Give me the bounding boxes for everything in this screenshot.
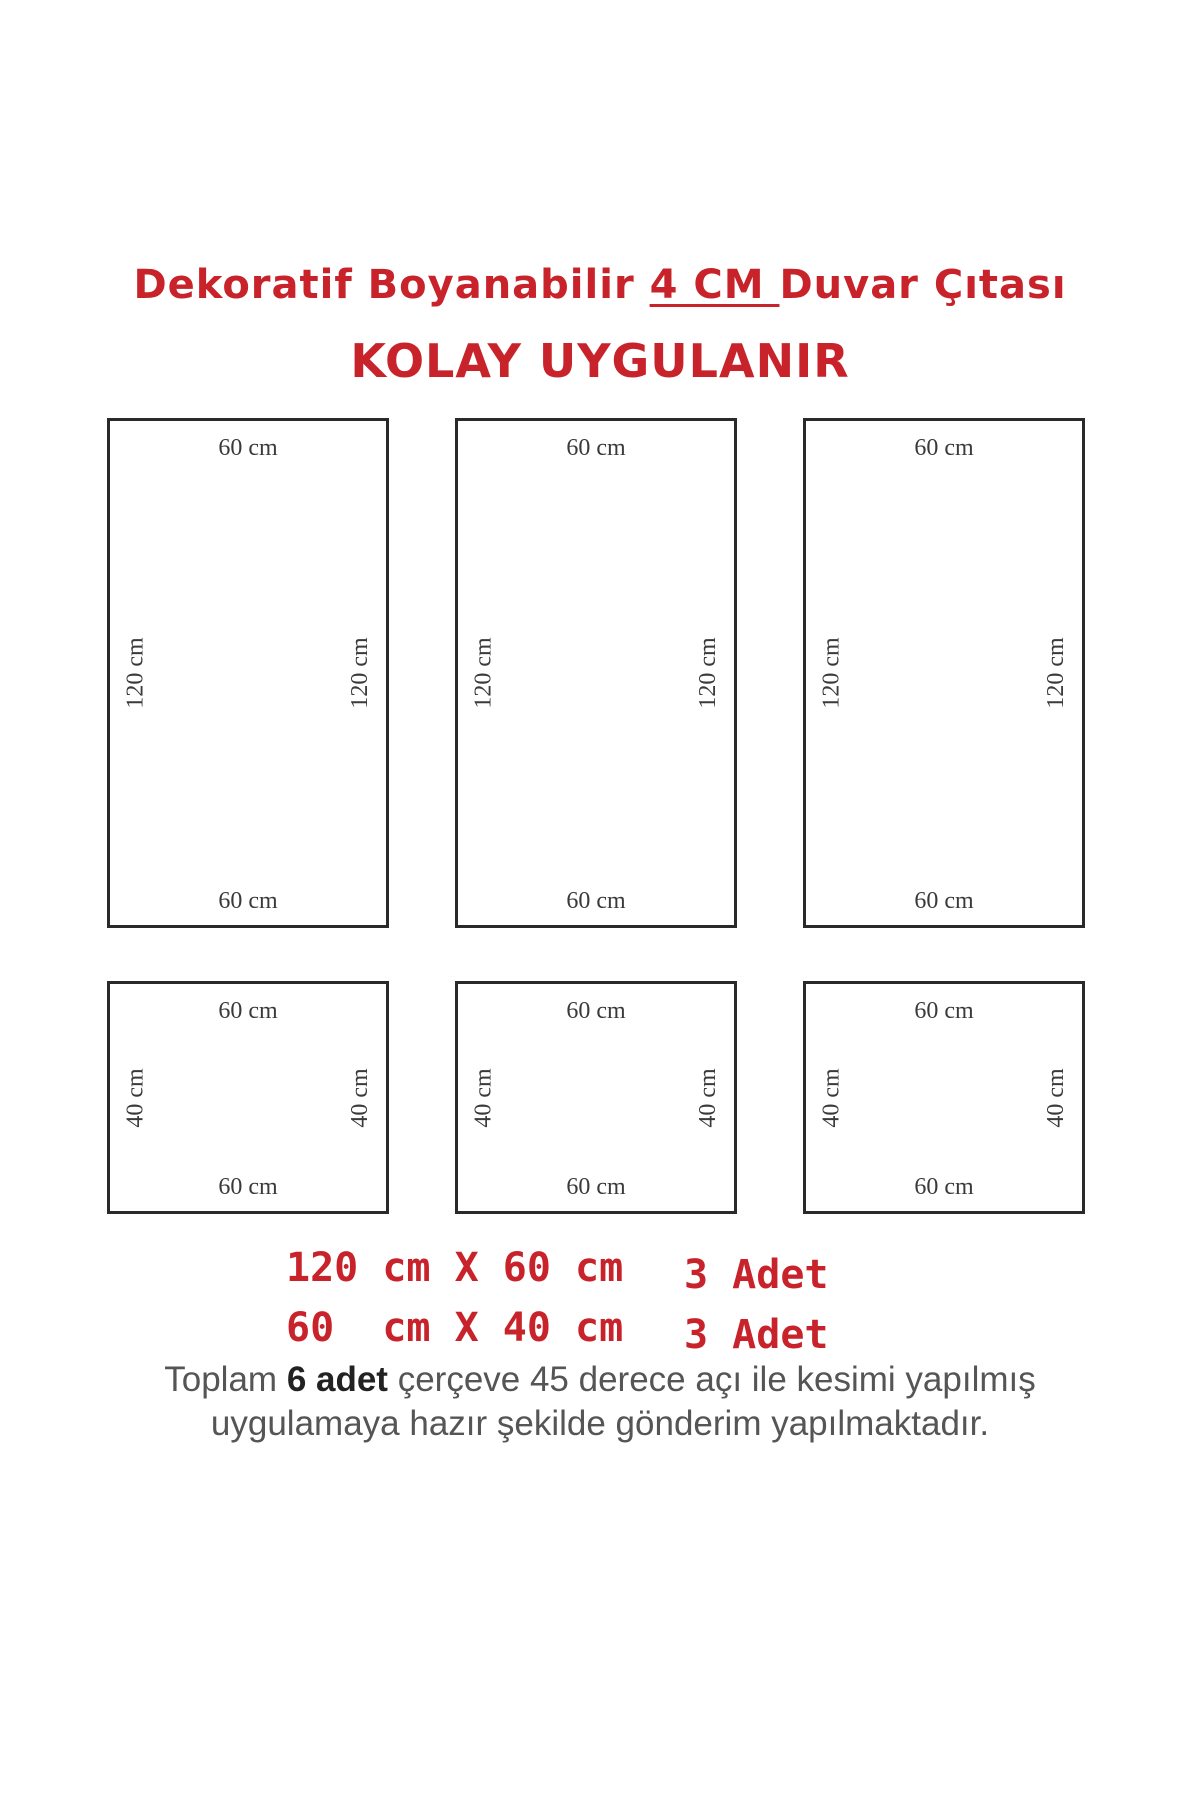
dimension-right: 40 cm (694, 1067, 721, 1128)
dimension-top: 60 cm (566, 435, 626, 461)
frame-tall-1 (107, 418, 389, 928)
dimension-left: 40 cm (470, 1067, 497, 1128)
title-line (0, 262, 1200, 308)
frame-short-1 (107, 981, 389, 1214)
spec-quantity: 3 Adet (684, 1312, 829, 1358)
spec-size: 120 cm X 60 cm (286, 1245, 624, 1291)
title-prefix: Dekoratif Boyanabilir (133, 262, 650, 308)
dimension-right: 40 cm (346, 1067, 373, 1128)
dimension-bottom: 60 cm (218, 1174, 278, 1200)
title-underlined-width: 4 CM (649, 262, 780, 308)
frame-short-2 (455, 981, 737, 1214)
dimension-bottom: 60 cm (218, 888, 278, 914)
dimension-left: 40 cm (818, 1067, 845, 1128)
dimension-right: 120 cm (694, 637, 721, 709)
frame-tall-2 (455, 418, 737, 928)
dimension-top: 60 cm (218, 998, 278, 1024)
dimension-left: 40 cm (122, 1067, 149, 1128)
dimension-top: 60 cm (218, 435, 278, 461)
footer-line1: çerçeve 45 derece açı ile kesimi yapılmış (387, 1360, 1036, 1399)
dimension-bottom: 60 cm (914, 1174, 974, 1200)
dimension-top: 60 cm (914, 435, 974, 461)
dimension-bottom: 60 cm (566, 1174, 626, 1200)
spec-quantity: 3 Adet (684, 1252, 829, 1298)
footer-count: 6 adet (286, 1360, 388, 1399)
dimension-left: 120 cm (818, 637, 845, 709)
dimension-left: 120 cm (122, 637, 149, 709)
dimension-bottom: 60 cm (566, 888, 626, 914)
dimension-bottom: 60 cm (914, 888, 974, 914)
dimension-top: 60 cm (914, 998, 974, 1024)
dimension-left: 120 cm (470, 637, 497, 709)
spec-size: 60 cm X 40 cm (286, 1305, 624, 1351)
footer-description (0, 1358, 1200, 1446)
frame-tall-3 (803, 418, 1085, 928)
footer-line2: uygulamaya hazır şekilde gönderim yapılmaktadır. (210, 1404, 990, 1443)
subtitle: KOLAY UYGULANIR (350, 334, 850, 388)
dimension-right: 120 cm (346, 637, 373, 709)
title-suffix: Duvar Çıtası (779, 262, 1067, 308)
frame-short-3 (803, 981, 1085, 1214)
footer-prefix: Toplam (164, 1360, 287, 1399)
dimension-right: 40 cm (1042, 1067, 1069, 1128)
dimension-top: 60 cm (566, 998, 626, 1024)
dimension-right: 120 cm (1042, 637, 1069, 709)
